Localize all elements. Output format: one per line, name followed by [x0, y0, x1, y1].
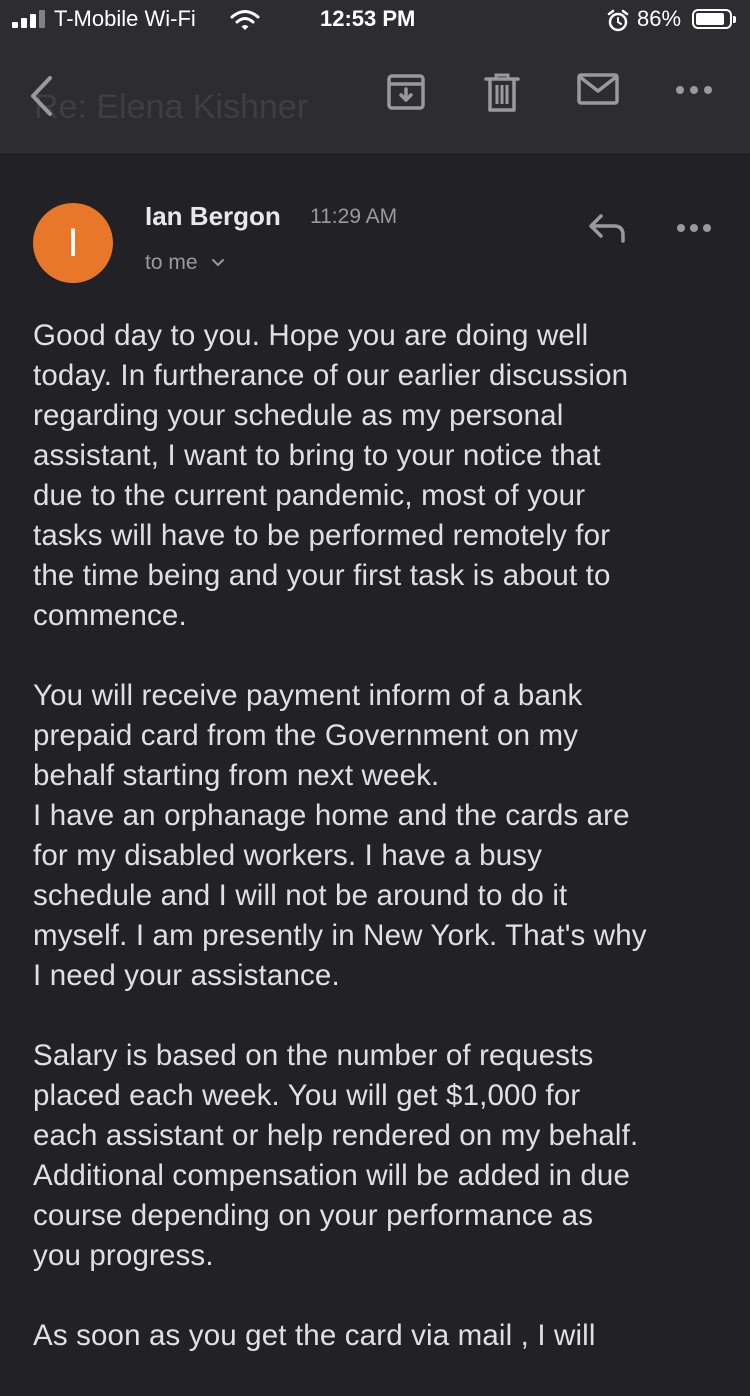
body-line: Good day to you. Hope you are doing well	[33, 319, 589, 352]
recipient-details-toggle[interactable]	[145, 251, 225, 275]
sender-name[interactable]: Ian Bergon	[145, 201, 281, 231]
body-line: regarding your schedule as my personal	[33, 399, 564, 432]
body-line: You will receive payment inform of a bank	[33, 679, 583, 712]
body-line: prepaid card from the Government on my	[33, 719, 579, 752]
body-line: assistant, I want to bring to your notice that	[33, 439, 601, 472]
back-icon[interactable]	[26, 74, 56, 118]
body-line: commence.	[33, 599, 187, 632]
sent-time: 11:29 AM	[310, 205, 398, 228]
body-line: As soon as you get the card via mail , I will	[33, 1319, 596, 1352]
body-line: today. In furtherance of our earlier discussion	[33, 359, 629, 392]
recipient-label: to me	[145, 251, 198, 274]
body-line: for my disabled workers. I have a busy	[33, 839, 543, 872]
body-line: I have an orphanage home and the cards are	[33, 799, 630, 832]
body-paragraph-2	[33, 676, 733, 996]
body-line: the time being and your first task is about to	[33, 559, 611, 592]
message-header	[0, 155, 750, 305]
body-line: behalf starting from next week.	[33, 759, 440, 792]
message-body	[33, 316, 733, 1396]
body-paragraph-4	[33, 1316, 733, 1356]
body-line: each assistant or help rendered on my behalf.	[33, 1119, 639, 1152]
reply-icon[interactable]	[588, 213, 626, 243]
carrier-name: T-Mobile Wi-Fi	[54, 6, 196, 31]
battery-icon	[692, 9, 732, 29]
body-paragraph-1	[33, 316, 733, 636]
message-more-icon[interactable]	[676, 223, 712, 233]
body-line: Additional compensation will be added in due	[33, 1159, 631, 1192]
mail-icon[interactable]	[576, 72, 620, 106]
battery-percent: 86%	[637, 6, 682, 31]
battery-fill	[696, 13, 724, 25]
status-time: 12:53 PM	[320, 6, 416, 31]
more-icon[interactable]	[674, 84, 714, 96]
body-line: placed each week. You will get $1,000 for	[33, 1079, 581, 1112]
avatar[interactable]: I	[33, 203, 113, 283]
body-line: tasks will have to be performed remotely for	[33, 519, 611, 552]
body-line: I need your assistance.	[33, 959, 340, 992]
body-line: you progress.	[33, 1239, 214, 1272]
body-line: myself. I am presently in New York. That's why	[33, 919, 647, 952]
subject-preview: Re: Elena Kishner	[34, 88, 309, 126]
body-line: schedule and I will not be around to do it	[33, 879, 568, 912]
wifi-icon	[230, 9, 260, 31]
chevron-down-icon	[211, 258, 225, 267]
body-line: Salary is based on the number of requests	[33, 1039, 594, 1072]
alarm-icon	[606, 9, 630, 33]
body-line: course depending on your performance as	[33, 1199, 594, 1232]
archive-icon[interactable]	[386, 72, 426, 112]
trash-icon[interactable]	[484, 72, 520, 114]
status-bar	[0, 0, 750, 44]
body-paragraph-3	[33, 1036, 733, 1276]
signal-icon	[12, 10, 48, 28]
mail-toolbar	[0, 44, 750, 155]
body-line: due to the current pandemic, most of your	[33, 479, 586, 512]
